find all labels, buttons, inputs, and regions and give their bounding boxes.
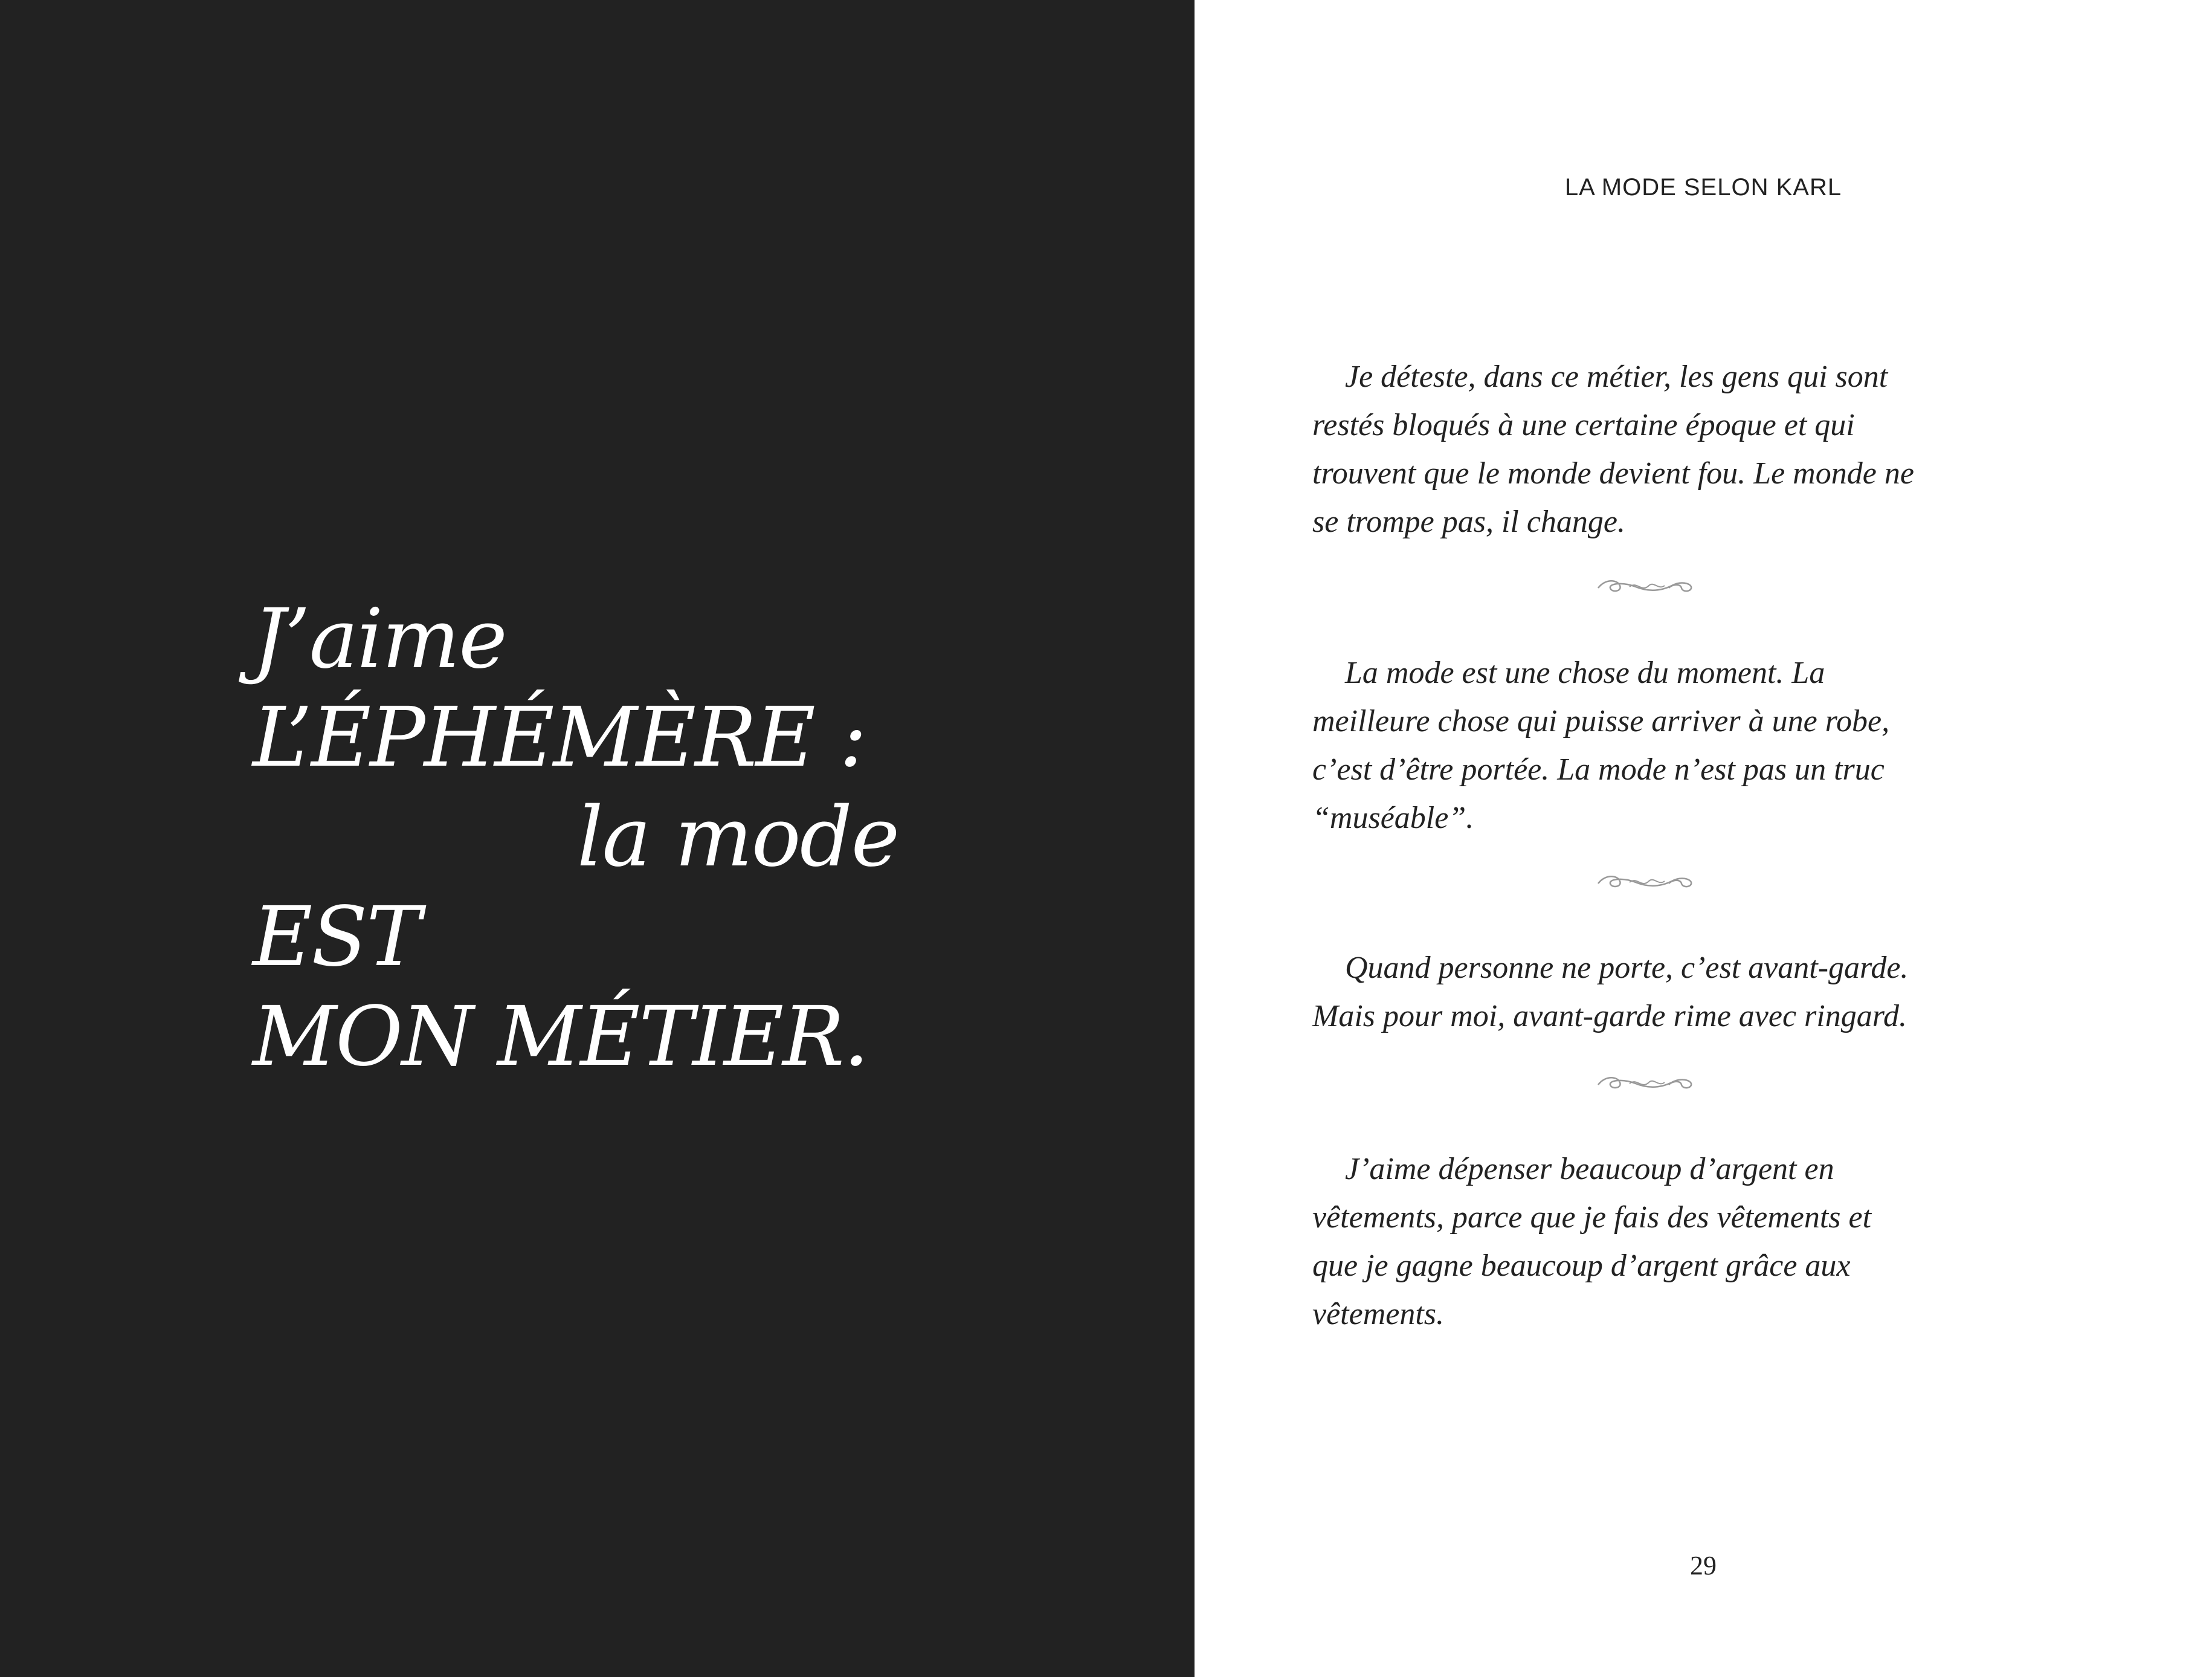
- quote-line-2: L’ÉPHÉMÈRE :: [253, 690, 866, 786]
- paragraph-line: Quand personne ne porte, c’est avant-garde.: [1345, 951, 1909, 985]
- quote-line-4: EST: [253, 890, 421, 985]
- paragraph-line: La mode est une chose du moment. La: [1345, 656, 1825, 690]
- page-number: 29: [1690, 1551, 1717, 1580]
- flourish-ornament-icon: [1593, 870, 1696, 894]
- paragraph-2: [1312, 649, 1977, 842]
- paragraph-line: vêtements.: [1312, 1297, 1445, 1331]
- paragraph-line: Mais pour moi, avant-garde rime avec ringard.: [1312, 999, 1907, 1033]
- paragraph-line: c’est d’être portée. La mode n’est pas un truc: [1312, 752, 1885, 787]
- paragraph-line: se trompe pas, il change.: [1312, 505, 1625, 539]
- running-head: LA MODE SELON KARL: [1564, 174, 1842, 201]
- quote-line-3: la mode: [577, 790, 899, 885]
- paragraph-line: meilleure chose qui puisse arriver à une robe,: [1312, 704, 1890, 738]
- flourish-ornament-icon: [1593, 1071, 1696, 1096]
- paragraph-line: que je gagne beaucoup d’argent grâce aux: [1312, 1249, 1851, 1283]
- paragraph-line: trouvent que le monde devient fou. Le monde ne: [1312, 456, 1914, 491]
- quote-line-1: J’aime: [253, 592, 506, 687]
- right-page: [1195, 0, 2212, 1677]
- paragraph-line: J’aime dépenser beaucoup d’argent en: [1345, 1152, 1834, 1186]
- quote-line-5: MON MÉTIER.: [253, 989, 868, 1085]
- paragraph-line: vêtements, parce que je fais des vêtements et: [1312, 1200, 1872, 1235]
- paragraph-line: restés bloqués à une certaine époque et qui: [1312, 408, 1855, 442]
- paragraph-4: [1312, 1145, 1977, 1339]
- paragraph-3: [1312, 944, 1977, 1041]
- flourish-ornament-icon: [1593, 575, 1696, 599]
- paragraph-line: Je déteste, dans ce métier, les gens qui sont: [1345, 360, 1888, 394]
- paragraph-1: [1312, 353, 1977, 546]
- paragraph-line: “muséable”.: [1312, 801, 1474, 835]
